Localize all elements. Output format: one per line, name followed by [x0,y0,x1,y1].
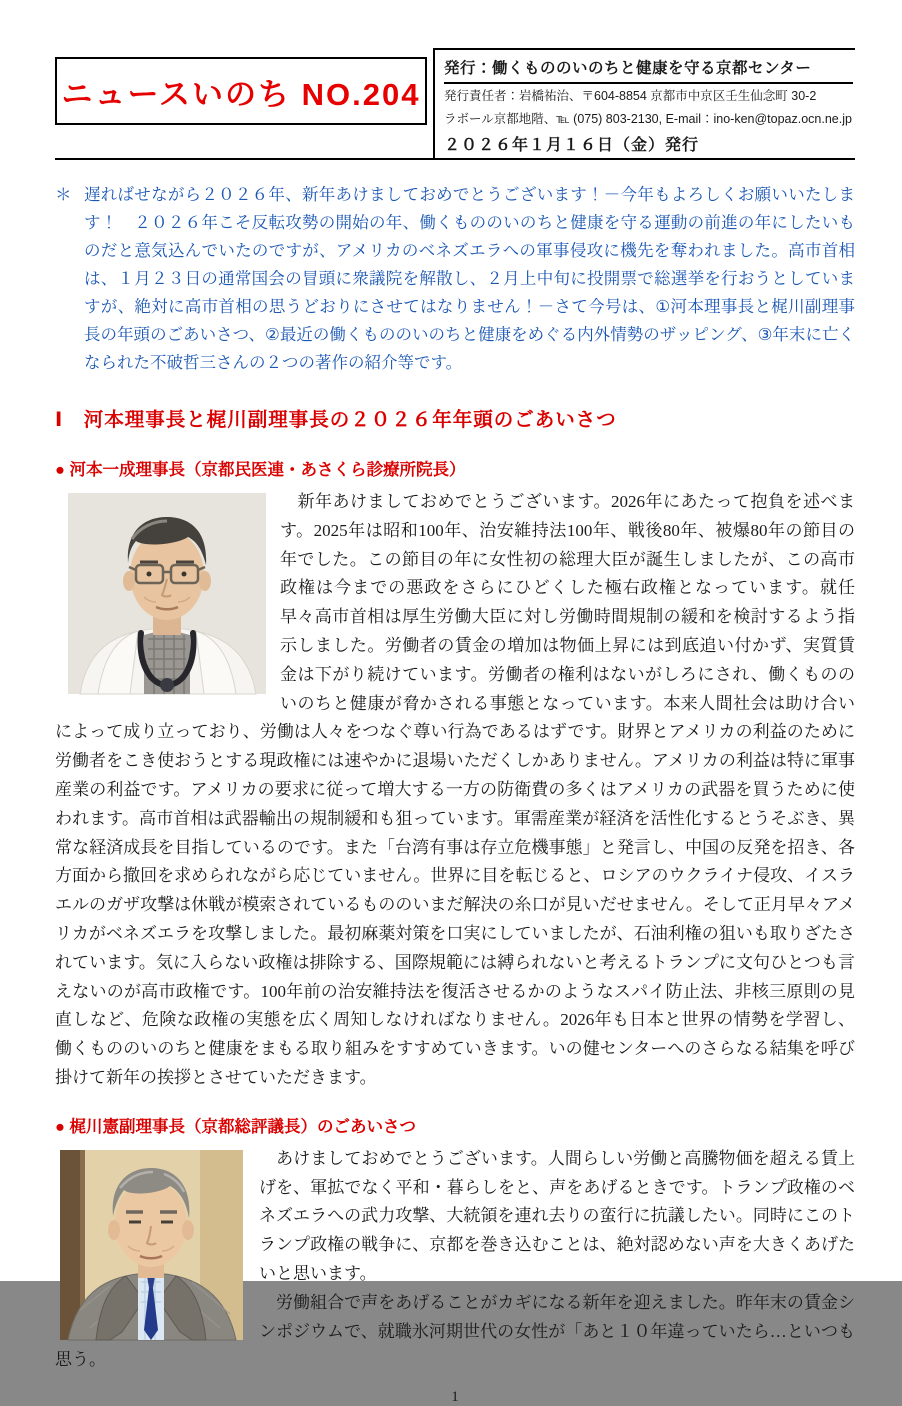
kajikawa-portrait-photo [60,1150,243,1340]
kawamoto-heading: ● 河本一成理事長（京都民医連・あさくら診療所院長） [55,461,466,479]
newsletter-title: ニュースいのち NO.204 [61,76,421,112]
issue-date: ２０２６年１月１６日（金）発行 [444,137,700,154]
page-number: 1 [451,1389,459,1406]
kawamoto-article [55,488,855,1093]
publisher-line: 発行：働くもののいのちと健康を守る京都センター [444,54,853,84]
kajikawa-article [55,1145,855,1375]
suit-portrait-illustration [60,1150,243,1340]
kajikawa-heading: ● 梶川憲副理事長（京都総評議長）のごあいさつ [55,1117,417,1136]
page-footer [55,1389,855,1406]
newsletter-title-box [55,57,427,125]
publisher-responsible-line: 発行責任者：岩橋祐治、〒604-8854 京都市中京区壬生仙念町 30-2 [444,89,817,103]
doctor-portrait-illustration [68,493,266,694]
kawamoto-body-text: 新年あけましておめでとうございます。2026年にあたって抱負を述べます。2025年は昭和100年、治安維持法100年、戦後80年、被爆80年の節目の年でした。この節目の年に女性初の総理大臣が誕生しましたが、この高市政権は今までの悪政をさらにひどくした極右政権となっています。就任早々高市首相は厚生労働大臣に対し労働時間規制の緩和を検討するよう指示しました。労働者の賃金の増加は物価上昇には到底追い付かず、実質賃金は下がり続けています。労働者の権利はないがしろにされ、働くもののいのちと健康が脅かされる事態となっています。本来人間社会は助け合いによって成り立っており、労働は人々をつなぐ尊い行為であるはずです。財界とアメリカの利益のために労働者をこき使おうとする現政権には速やかに退場いただくしかありません。アメリカの利益は特に軍事産業の利益です。アメリカの要求に従って増大する一方の防衛費の多くはアメリカの武器を買うために使われます。高市首相は武器輸出の規制緩和も狙っています。軍需産業が経済を活性化するとうそぶき、異常な経済成長を目指しているのです。また「台湾有事は存立危機事態」と発言し、中国の反発を招き、各方面から撤回を求められながら応じていません。世界に目を転じると、ロシアのウクライナ侵攻、イスラエルのガザ攻撃は休戦が模索されているもののいまだ解決の糸口が見いだせません。そして正月早々アメリカがベネズエラを攻撃しました。最初麻薬対策を口実にしていましたが、石油利権の狙いも取りざたされています。気に入らない政権は排除する、国際規範には縛られないと考えるトランプに文句ひとつも言えないのが高市政権です。100年前の治安維持法を復活させるかのようなスパイ防止法、非核三原則の見直しなど、危険な政権の実態を広く周知しなければなりません。2026年も日本と世界の情勢を学習し、働くもののいのちと健康をまもる取り組みをすすめていきます。いの健センターへのさらなる結集を呼び掛けて新年の挨拶とさせていただきます。 [55,492,855,1087]
section1-heading: Ⅰ 河本理事長と梶川副理事長の２０２６年年頭のごあいさつ [55,409,617,431]
kawamoto-portrait-photo [68,493,266,694]
publisher-contact-line: ラボール京都地階、℡ (075) 803-2130, E-mail：ino-ken@topaz.ocn.ne.jp [444,111,852,126]
masthead-title-cell [55,48,433,158]
intro-paragraph [55,181,855,377]
kajikawa-paragraph-1: あけましておめでとうございます。人間らしい労働と高騰物価を超える賃上げを、軍拡でなく平和・暮らしをと、声をあげるときです。トランプ政権のベネズエラへの武力攻撃、大統領を連れ去りの蛮行に抗議したい。同時にこのトランプ政権の戦争に、京都を巻き込むことは、絶対認めない声を大きくあげたいと思います。 [259,1148,855,1283]
kajikawa-paragraph-2: 労働組合で声をあげることがカギになる新年を迎えました。昨年末の賃金シンポジウムで、就職氷河期世代の女性が「あと１０年違っていたら…といつも思う。 [55,1292,855,1370]
masthead [55,48,855,160]
intro-asterisk: ＊ [55,186,72,204]
intro-text: 遅ればせながら２０２６年、新年あけましておめでとうございます！－今年もよろしくお願いいたします！ ２０２６年こそ反転攻勢の開始の年、働くもののいのちと健康を守る運動の前進の年にしたいものだと意気込んでいたのですが、アメリカのベネズエラへの軍事侵攻に機先を奪われました。高市首相は、１月２３日の通常国会の冒頭に衆議院を解散し、２月上中旬に投開票で総選挙を行おうとしていますが、絶対に高市首相の思うどおりにさせてはなりません！－さて今号は、①河本理事長と梶川副理事長の年頭のごあいさつ、②最近の働くもののいのちと健康をめぐる内外情勢のザッピング、③年末に亡くなられた不破哲三さんの２つの著作の紹介等です。 [84,186,855,372]
masthead-publisher-cell [433,48,855,158]
